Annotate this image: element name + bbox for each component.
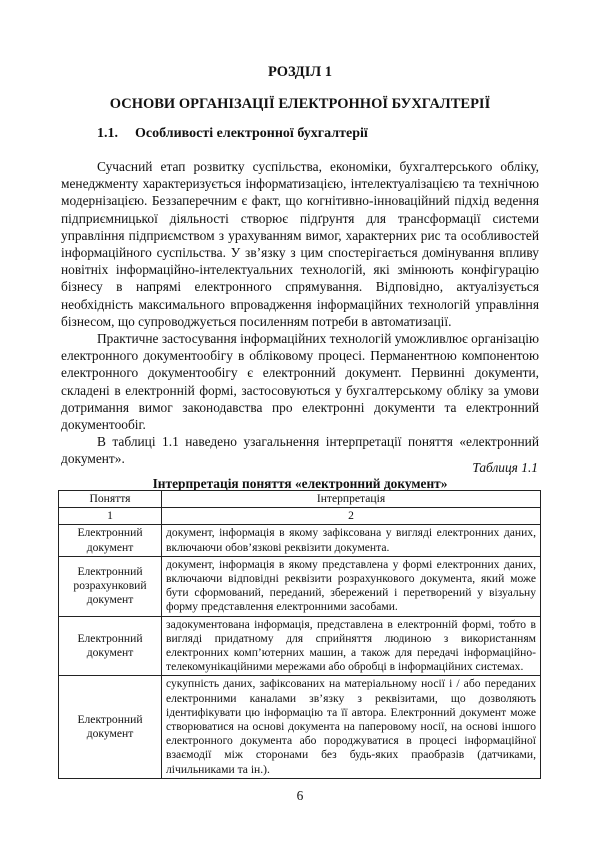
- subsection-title: Особливості електронної бухгалтерії: [135, 126, 368, 141]
- definition-cell: документ, інформація в якому представлена у формі електронних даних, включаючи відповідні реквізити розрахункового документа, який може бути сформований, переданий, збережений і перетворений у візуальну форму представлення електронними засобами.: [162, 556, 541, 616]
- definitions-table: [58, 490, 541, 779]
- paragraph: Практичне застосування інформаційних технологій уможливлює організацію електронного документообігу в обліковому процесі. Перманентною компонентою електронного документообігу є електронний документ. Первинні документи, складені в електронній формі, застосовуються у бухгалтерському обліку за умови дотримання вимог законодавства про електронні документи та електронний документообіг.: [61, 331, 539, 433]
- table-row: [59, 616, 541, 676]
- column-header-definition: Інтерпретація: [162, 491, 541, 508]
- table-row: [59, 556, 541, 616]
- definition-cell: сукупність даних, зафіксованих на матеріальному носії і / або переданих електронними каналами зв’язку з реквізитами, що дозволяють ідентифікувати цю інформацію та її автора. Електронний документ може створюватися на основі документа на паперовому носії, на основі іншого електронного документа або породжуватися в процесі інформаційної взаємодії між сторонами без будь-яких праобразів (датчиками, лічильниками та ін.).: [162, 676, 541, 778]
- table-number: Таблиця 1.1: [472, 460, 538, 475]
- term-cell: Електронний документ: [59, 676, 162, 778]
- term-cell: Електронний документ: [59, 525, 162, 556]
- column-index: 2: [162, 508, 541, 525]
- term-cell: Електронний розрахунковий документ: [59, 556, 162, 616]
- body-text: [61, 158, 539, 468]
- table-row: [59, 676, 541, 778]
- subsection-number: 1.1.: [97, 126, 118, 141]
- table-title: Інтерпретація поняття «електронний документ»: [152, 476, 448, 491]
- term-cell: Електронний документ: [59, 616, 162, 676]
- definition-cell: задокументована інформація, представлена в електронній формі, тобто в вигляді придатному для сприйняття людиною з використанням електронних комп’ютерних машин, а також для передачі інформаційно-телекомунікаційними мережами або обробці в інформаційних системах.: [162, 616, 541, 676]
- table-header-row: [59, 491, 541, 508]
- column-header-term: Поняття: [59, 491, 162, 508]
- subsection-heading: [97, 126, 368, 142]
- section-label: РОЗДІЛ 1: [267, 64, 333, 80]
- chapter-title: ОСНОВИ ОРГАНІЗАЦІЇ ЕЛЕКТРОННОЇ БУХГАЛТЕРІЇ: [109, 96, 491, 112]
- paragraph: В таблиці 1.1 наведено узагальнення інтерпретації поняття «електронний документ».: [61, 434, 539, 467]
- table-index-row: [59, 508, 541, 525]
- paragraph: Сучасний етап розвитку суспільства, економіки, бухгалтерського обліку, менеджменту характеризується інформатизацією, інтелектуалізацією та технічною модернізацією. Беззаперечним є факт, що когнітивно-інноваційний підхід ведення підприємницької діяльності створює підґрунтя для трансформації системи управління підприємством з урахуванням вимог, характерних рис та особливостей інформаційного суспільства. У зв’язку з цим спостерігається домінування впливу новітніх інформаційно-інтелектуальних технологій, які змінюють конфігурацію бізнесу в напрямі електронного спрямування. Відповідно, актуалізується необхідність максимального впровадження інформаційних технологій управління бізнесом, що супроводжується посиленням потреби в автоматизації.: [61, 159, 539, 329]
- table-row: [59, 525, 541, 556]
- page-number: 6: [296, 788, 304, 803]
- definition-cell: документ, інформація в якому зафіксована у вигляді електронних даних, включаючи обов’язкові реквізити документа.: [162, 525, 541, 556]
- column-index: 1: [59, 508, 162, 525]
